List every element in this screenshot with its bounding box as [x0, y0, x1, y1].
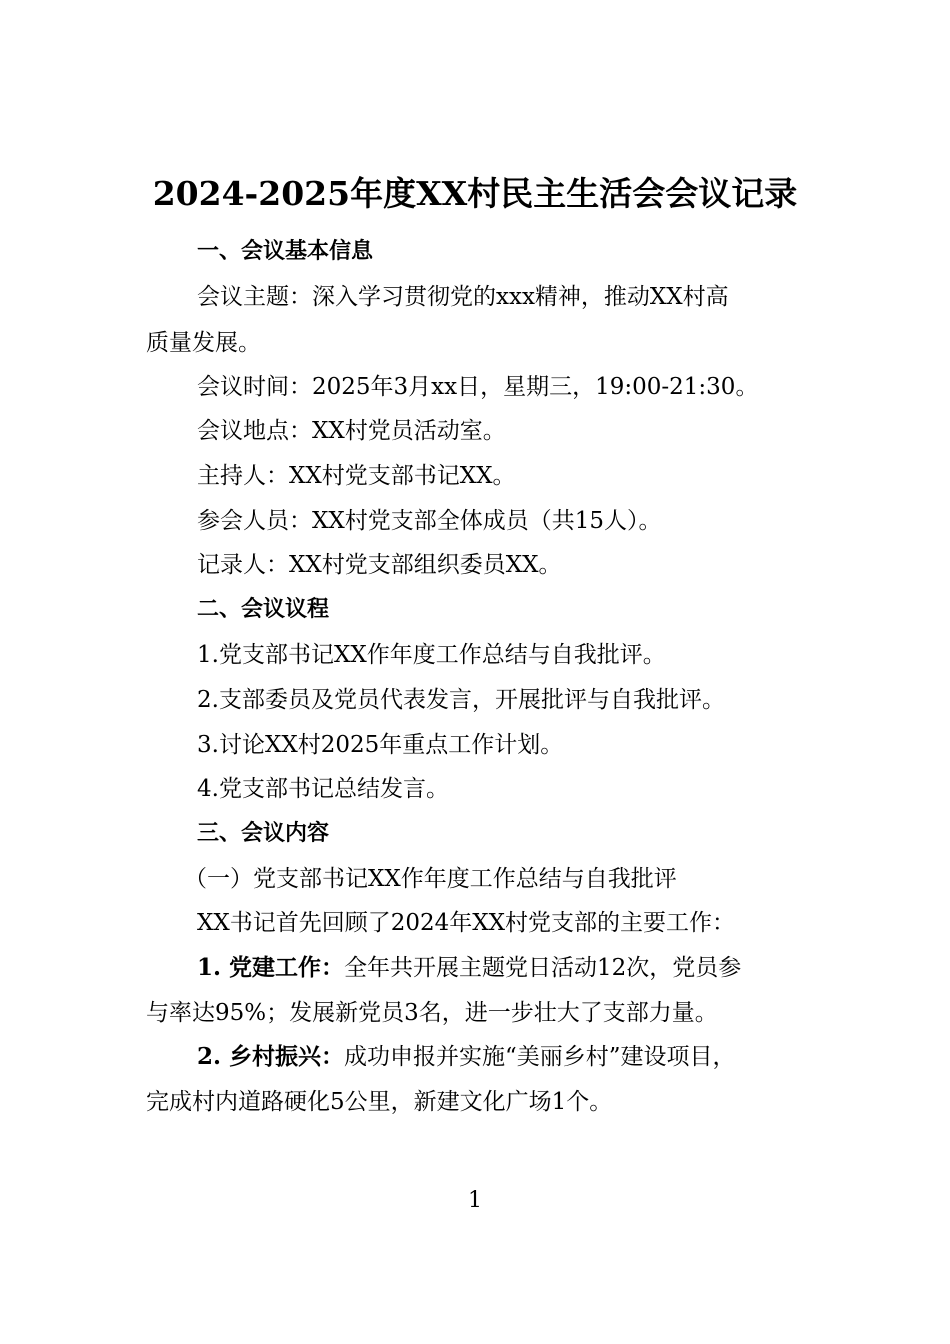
agenda-item: 2.支部委员及党员代表发言，开展批评与自我批评。 — [197, 687, 725, 713]
agenda-item: 4.党支部书记总结发言。 — [197, 776, 449, 802]
meeting-theme-line-1: 会议主题：深入学习贯彻党的xxx精神，推动XX村高 — [197, 284, 729, 310]
page-number: 1 — [468, 1188, 482, 1213]
point-rural-revitalization — [197, 1040, 736, 1074]
point-rural-revitalization-continued: 完成村内道路硬化5公里，新建文化广场1个。 — [146, 1089, 613, 1115]
point-party-building-text: 全年共开展主题党日活动12次，党员参 — [344, 955, 742, 981]
section-heading-agenda: 二、会议议程 — [197, 597, 330, 622]
meeting-attendees: 参会人员：XX村党支部全体成员（共15人）。 — [197, 508, 662, 534]
meeting-recorder: 记录人：XX村党支部组织委员XX。 — [197, 552, 562, 578]
agenda-item: 3.讨论XX村2025年重点工作计划。 — [197, 732, 564, 758]
meeting-theme-line-2: 质量发展。 — [146, 330, 261, 356]
section-heading-basic-info: 一、会议基本信息 — [197, 239, 374, 264]
point-party-building-label: 1. 党建工作： — [197, 954, 345, 981]
point-rural-revitalization-label: 2. 乡村振兴： — [197, 1043, 345, 1070]
document-title: 2024-2025年度XX村民主生活会会议记录 — [152, 174, 798, 213]
point-party-building-continued: 与率达95%；发展新党员3名，进一步壮大了支部力量。 — [146, 1000, 718, 1026]
agenda-item: 1.党支部书记XX作年度工作总结与自我批评。 — [197, 642, 666, 668]
section-heading-content: 三、会议内容 — [197, 821, 330, 846]
meeting-time: 会议时间：2025年3月xx日，星期三，19:00-21:30。 — [197, 374, 759, 400]
meeting-host: 主持人：XX村党支部书记XX。 — [197, 463, 516, 489]
content-intro: XX书记首先回顾了2024年XX村党支部的主要工作： — [197, 910, 736, 936]
content-sub-heading: （一）党支部书记XX作年度工作总结与自我批评 — [184, 866, 677, 892]
meeting-place: 会议地点：XX村党员活动室。 — [197, 418, 506, 444]
point-rural-revitalization-text: 成功申报并实施“美丽乡村”建设项目， — [344, 1044, 736, 1070]
point-party-building — [197, 951, 741, 985]
